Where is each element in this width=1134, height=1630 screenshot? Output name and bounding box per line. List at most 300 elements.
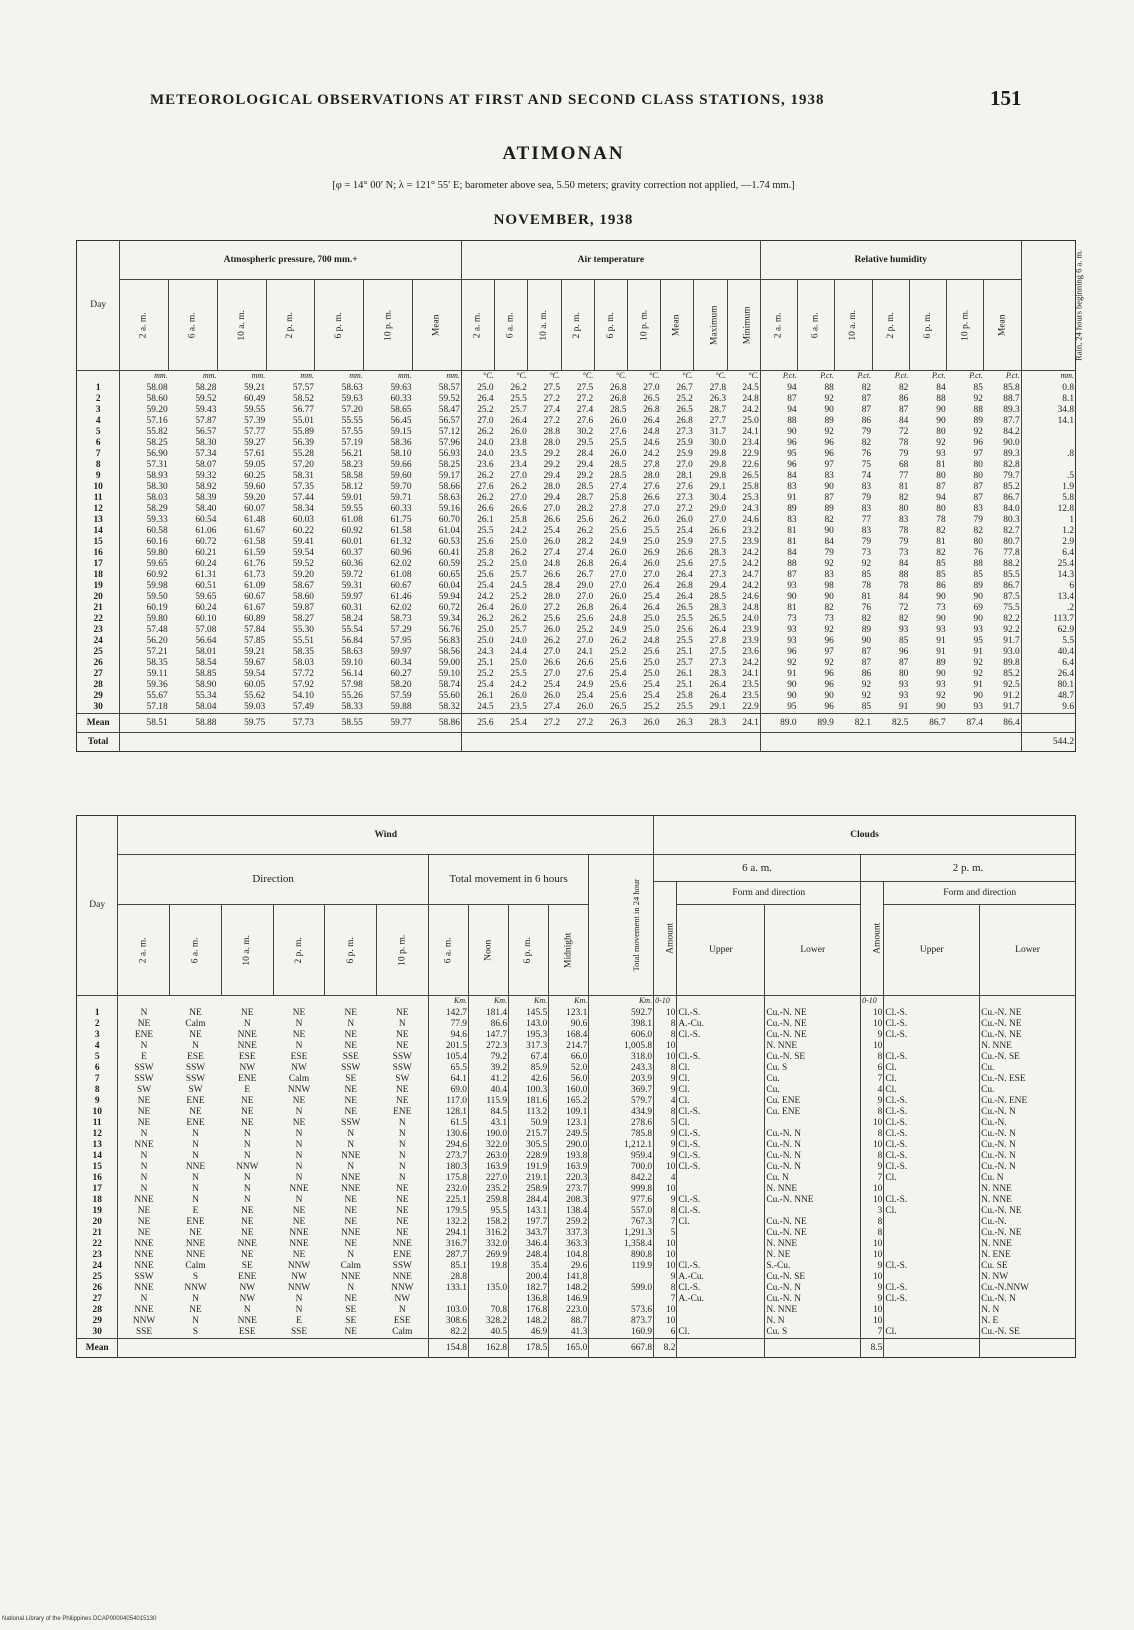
table-row [77, 471, 1076, 482]
cloud-upper-2pm [884, 1239, 980, 1250]
cloud-amount-2pm: 10 [861, 1184, 884, 1195]
pressure-temperature-humidity-table [76, 240, 1083, 752]
humidity-value: 87 [898, 405, 909, 415]
wind-direction-value: NE [241, 1250, 254, 1260]
pressure-value: 59.17 [438, 471, 460, 481]
rain-value: 5.5 [1021, 636, 1075, 647]
day-number: 9 [94, 1096, 100, 1106]
day-number: 4 [95, 416, 101, 426]
rh-unit: P.ct. [894, 371, 909, 380]
pressure-value: 60.67 [244, 592, 266, 602]
pressure-value: 61.08 [390, 570, 412, 580]
humidity-value: 93 [936, 449, 946, 459]
pressure-value: 58.01 [195, 647, 217, 657]
air-temp-value: 26.9 [643, 548, 660, 558]
wind-movement-value: 168.4 [549, 1030, 589, 1041]
direction-col-header: 6 p. m. [325, 905, 377, 996]
wind-direction-value: ESE [238, 1052, 256, 1062]
cloud-lower-6am: Cu.-N. N [765, 1151, 861, 1162]
cloud-lower-2pm: Cu.-N. SE [980, 1327, 1076, 1339]
pressure-value: 55.51 [292, 636, 314, 646]
wind-direction-value: N [295, 1294, 303, 1304]
wind-direction-value: NE [118, 1019, 170, 1030]
pressure-value: 55.89 [292, 427, 314, 437]
air-temp-value: 23.4 [742, 438, 759, 448]
air-temp-value: 25.4 [676, 526, 693, 536]
humidity-value: 92.5 [1003, 680, 1020, 690]
wind-direction-value: N [192, 1316, 199, 1326]
humidity-value: 89 [973, 581, 983, 591]
km-unit: Km. [468, 996, 508, 1009]
wind-movement-value: 208.3 [549, 1195, 589, 1206]
direction-unit-blank [170, 996, 222, 1009]
wind-movement-value: 235.2 [468, 1184, 508, 1195]
wind-direction-value: N [295, 1019, 303, 1029]
wind-direction-value: N [192, 1151, 199, 1161]
cloud-upper-2pm: Cl.-S. [884, 1052, 980, 1063]
pressure-unit: mm. [202, 371, 217, 380]
wind-direction-value: N [398, 1151, 406, 1161]
wind-movement-value: 86.6 [468, 1019, 508, 1030]
air-temp-value: 25.5 [676, 636, 693, 646]
wind-direction-value: NE [189, 1107, 202, 1117]
pressure-value: 61.75 [390, 515, 412, 525]
air-temp-value: 27.0 [610, 570, 627, 580]
wind-direction-value: E [118, 1052, 170, 1063]
air-temp-value: 26.4 [709, 691, 727, 701]
pressure-value: 59.55 [341, 504, 363, 514]
air-temp-value: 26.4 [461, 394, 494, 405]
wind-direction-value: NNE [289, 1239, 309, 1249]
humidity-value: 92 [824, 658, 834, 668]
air-temp-value: 28.5 [610, 471, 627, 481]
cloud-lower-6am: S.-Cu. [765, 1261, 861, 1272]
cloud-upper-6am: A.-Cu. [677, 1294, 765, 1305]
cloud-lower-2pm: N. NNE [980, 1184, 1076, 1195]
wind-direction-value: Calm [185, 1019, 206, 1029]
wind-movement-value: 165.2 [549, 1096, 589, 1107]
pressure-value: 60.16 [120, 537, 169, 548]
total-blank [627, 733, 660, 752]
table-row [77, 1162, 1076, 1173]
air-temp-value: 28.4 [543, 581, 560, 591]
total-blank [835, 733, 872, 752]
pressure-value: 59.34 [438, 614, 460, 624]
air-temp-value: 27.7 [709, 416, 727, 426]
air-temp-value: 25.1 [676, 647, 693, 657]
rain-value: 113.7 [1021, 614, 1075, 625]
total-blank [364, 733, 413, 752]
air-temp-value: 24.4 [510, 647, 527, 657]
pressure-value: 60.70 [438, 515, 460, 525]
humidity-value: 73 [824, 614, 834, 624]
humidity-value: 88 [973, 559, 983, 569]
pressure-value: 60.04 [438, 581, 460, 591]
wind-movement-value: 305.5 [509, 1140, 549, 1151]
humidity-value: 80 [936, 471, 946, 481]
air-temp-value: 25.8 [742, 482, 759, 492]
total-blank [461, 733, 494, 752]
air-temp-value: 27.4 [610, 482, 627, 492]
humidity-value: 89 [973, 416, 983, 426]
air-temp-value: 25.7 [676, 658, 693, 668]
cloud-lower-6am: Cu. [765, 1074, 861, 1085]
wind-direction-value: NNE [289, 1184, 309, 1194]
air-temp-value: 26.6 [709, 526, 727, 536]
wind-direction-value: ENE [186, 1217, 205, 1227]
humidity-value: 78 [898, 526, 909, 536]
pressure-value: 59.31 [341, 581, 363, 591]
air-temp-value: 26.4 [610, 559, 627, 569]
pressure-value: 59.32 [195, 471, 217, 481]
air-temp-value: 26.0 [543, 625, 560, 635]
air-temp-value: 26.6 [543, 658, 560, 668]
pressure-value: 58.27 [292, 614, 314, 624]
air-temp-value: 28.3 [709, 603, 727, 613]
form-direction-header-6am: Form and direction [677, 882, 861, 905]
wind-direction-value: NE [344, 1294, 358, 1304]
table-row [77, 603, 1076, 614]
wind-movement-value: 873.7 [589, 1316, 654, 1327]
cloud-upper-2pm [884, 1184, 980, 1195]
pressure-value: 61.67 [244, 526, 266, 536]
upper-header-2pm: Upper [884, 905, 980, 996]
air-temp-value: 29.2 [543, 460, 560, 470]
air-temp-value: 26.6 [510, 504, 527, 514]
cloud-amount-2pm: 10 [861, 1239, 884, 1250]
wind-direction-value: NE [241, 1096, 254, 1106]
air-temp-value: 26.8 [643, 405, 660, 415]
pressure-value: 58.63 [438, 493, 460, 503]
air-temp-value: 25.6 [610, 526, 627, 536]
cloud-amount-mean-2pm: 8.5 [861, 1339, 884, 1358]
cloud-lower-2pm: Cu.-N. N [980, 1162, 1076, 1173]
pressure-value: 57.48 [120, 625, 169, 636]
humidity-value: 87 [898, 658, 909, 668]
humidity-value: 94 [936, 493, 946, 503]
humidity-value: 81 [760, 603, 797, 614]
air-temp-value: 26.8 [610, 394, 627, 404]
day-number: 6 [94, 1063, 100, 1073]
total-label: Total [77, 733, 120, 752]
clouds-group-header: Clouds [654, 816, 1076, 855]
wind-movement-value: 557.0 [589, 1206, 654, 1217]
air-temp-value: 25.8 [610, 493, 627, 503]
humidity-value: 90 [936, 416, 946, 426]
humidity-value: 76 [861, 449, 872, 459]
amount-header-6am: Amount [654, 882, 677, 996]
wind-movement-value: 337.3 [549, 1228, 589, 1239]
wind-direction-value: N [295, 1195, 303, 1205]
air-temp-value: 24.6 [643, 438, 660, 448]
cloud-lower-6am: Cu.-N. N [765, 1162, 861, 1173]
pressure-mean: 59.75 [217, 714, 266, 733]
humidity-value: 81 [760, 537, 797, 548]
air-temp-value: 24.9 [610, 537, 627, 547]
pressure-value: 59.80 [120, 614, 169, 625]
rain-value: 6 [1021, 581, 1075, 592]
wind-direction-value: NE [344, 1030, 358, 1040]
wind-direction-value: N [295, 1129, 303, 1139]
rain-value: 9.6 [1021, 702, 1075, 714]
humidity-value: 83 [861, 504, 872, 514]
air-temp-value: 24.6 [742, 515, 759, 525]
wind-direction-value: NNE [118, 1283, 170, 1294]
air-temp-value: 25.6 [576, 515, 594, 525]
pressure-value: 57.72 [292, 669, 314, 679]
air-temp-value: 25.0 [643, 669, 660, 679]
pressure-value: 59.01 [341, 493, 363, 503]
page-number: 151 [990, 86, 1022, 110]
wind-direction-value: Calm [340, 1261, 361, 1271]
air-temp-value: 24.2 [510, 526, 527, 536]
wind-movement-value: 41.3 [549, 1327, 589, 1339]
air-temp-value: 24.2 [643, 449, 660, 459]
air-temp-value: 27.8 [709, 636, 727, 646]
wind-movement-value: 248.4 [509, 1250, 549, 1261]
cloud-amount-2pm: 9 [861, 1283, 884, 1294]
air-temp-value: 27.4 [576, 405, 594, 415]
humidity-value: 87 [760, 570, 797, 581]
wind-group-header: Wind [118, 816, 654, 855]
air-unit: °C. [615, 371, 627, 380]
wind-movement-value: 56.0 [549, 1074, 589, 1085]
direction-mean-blank [273, 1339, 325, 1358]
air-temp-value: 24.2 [461, 592, 494, 603]
humidity-value: 87 [973, 482, 983, 492]
wind-direction-value: NNE [237, 1041, 257, 1051]
day-number: 19 [93, 581, 103, 591]
pressure-value: 57.61 [244, 449, 266, 459]
humidity-value: 74 [861, 471, 872, 481]
humidity-value: 93 [898, 691, 909, 701]
pressure-value: 59.16 [438, 504, 460, 514]
humidity-value: 93 [898, 680, 909, 690]
cloud-upper-6am: A.-Cu. [677, 1019, 765, 1030]
air-temp-value: 25.8 [676, 691, 693, 701]
wind-direction-value: NE [344, 1107, 358, 1117]
wind-direction-value: NE [292, 1030, 306, 1040]
cloud-amount-6am: 10 [654, 1052, 677, 1063]
humidity-value: 87 [861, 658, 872, 668]
wind-movement-value: 160.0 [549, 1085, 589, 1096]
pressure-value: 57.20 [341, 405, 363, 415]
air-temp-value: 25.6 [676, 559, 693, 569]
air-temp-value: 29.4 [576, 460, 594, 470]
running-head: METEOROLOGICAL OBSERVATIONS AT FIRST AND SECOND CLASS STATIONS, 1938 [150, 92, 825, 108]
wind-movement-value: 146.9 [549, 1294, 589, 1305]
humidity-value: 84 [824, 537, 834, 547]
table-row [77, 658, 1076, 669]
cloud-lower-2pm: Cu. [980, 1063, 1076, 1074]
rain-value: 2.9 [1021, 537, 1075, 548]
humidity-value: 96 [760, 460, 797, 471]
cloud-upper-2pm: Cl.-S. [884, 1107, 980, 1118]
wind-movement-value: 135.0 [468, 1283, 508, 1294]
pressure-value: 60.41 [438, 548, 460, 558]
wind-movement-value: 220.3 [549, 1173, 589, 1184]
air-temperature-group-header: Air temperature [461, 241, 760, 280]
day-number: 14 [93, 526, 103, 536]
humidity-value: 92 [973, 394, 983, 404]
cloud-amount-2pm: 9 [861, 1294, 884, 1305]
day-number: 20 [92, 1217, 102, 1227]
humidity-value: 85 [861, 570, 872, 580]
table-row [77, 592, 1076, 603]
air-temp-value: 23.5 [742, 691, 759, 701]
table-row [77, 1261, 1076, 1272]
table-row [77, 449, 1076, 460]
day-number: 27 [92, 1294, 102, 1304]
pressure-value: 57.16 [120, 416, 169, 427]
air-temp-value: 27.0 [510, 471, 527, 481]
air-temp-value: 26.7 [676, 383, 693, 393]
humidity-value: 96 [824, 680, 834, 690]
air-temp-value: 24.1 [576, 647, 594, 657]
wind-direction-value: SSW [185, 1074, 206, 1084]
wind-direction-value: SW [118, 1085, 170, 1096]
day-number: 22 [93, 614, 103, 624]
air-temp-value: 24.8 [543, 559, 560, 569]
movement-col-header: Noon [468, 905, 508, 996]
wind-direction-value: N [398, 1305, 406, 1315]
pressure-value: 61.58 [244, 537, 266, 547]
day-number: 25 [92, 1272, 102, 1282]
air-temp-value: 25.6 [461, 570, 494, 581]
total-blank [315, 733, 364, 752]
air-col-header: Mean [661, 280, 694, 371]
pressure-value: 61.32 [390, 537, 412, 547]
wind-direction-value: N [295, 1173, 303, 1183]
air-temp-value: 26.4 [461, 603, 494, 614]
table-row [77, 636, 1076, 647]
cloud-upper-2pm: Cl. [884, 1074, 980, 1085]
rh-unit: P.ct. [857, 371, 872, 380]
table-row [77, 1316, 1076, 1327]
wind-direction-value: N [295, 1151, 303, 1161]
pressure-value: 60.65 [438, 570, 460, 580]
air-temp-value: 27.0 [543, 669, 560, 679]
humidity-value: 84 [760, 548, 797, 559]
air-temp-value: 27.6 [461, 482, 494, 493]
wind-direction-value: NE [396, 1041, 409, 1051]
wind-movement-value: 219.1 [509, 1173, 549, 1184]
wind-direction-value: SSW [118, 1063, 170, 1074]
air-temp-value: 28.7 [709, 405, 727, 415]
humidity-value: 78 [861, 581, 872, 591]
km-unit: Km. [549, 996, 589, 1009]
cloud-lower-6am: Cu.-N. NE [765, 1030, 861, 1041]
cloud-lower-6am: Cu.-N. N [765, 1283, 861, 1294]
pressure-value: 55.67 [120, 691, 169, 702]
pressure-value: 57.20 [292, 460, 314, 470]
air-temp-value: 26.1 [461, 515, 494, 526]
wind-direction-value: NE [344, 1085, 358, 1095]
air-temp-value: 29.8 [709, 460, 727, 470]
air-col-header: 10 p. m. [627, 280, 660, 371]
humidity-value: 85.2 [1003, 482, 1020, 492]
air-temp-value: 27.0 [643, 570, 660, 580]
table-row [77, 1283, 1076, 1294]
movement-col-header: Midnight [549, 905, 589, 996]
air-temp-value: 25.1 [676, 680, 693, 690]
pressure-value: 58.57 [438, 383, 460, 393]
humidity-value: 92 [973, 669, 983, 679]
cloud-amount-2pm: 7 [861, 1327, 884, 1339]
air-temp-value: 25.0 [461, 636, 494, 647]
humidity-value: 80.7 [1003, 537, 1020, 547]
cloud-upper-6am: Cl. [677, 1118, 765, 1129]
table-row [77, 614, 1076, 625]
pressure-value: 57.95 [390, 636, 412, 646]
cloud-amount-2pm: 10 [861, 1195, 884, 1206]
air-temp-value: 29.0 [709, 504, 727, 514]
table-row [77, 438, 1076, 449]
cloud-upper-2pm [884, 1041, 980, 1052]
cloud-lower-2pm: Cu.-N. N [980, 1129, 1076, 1140]
wind-movement-value: 573.6 [589, 1305, 654, 1316]
cloud-amount-2pm: 10 [861, 1140, 884, 1151]
air-temp-value: 27.8 [709, 383, 727, 393]
cloud-amount-6am: 4 [654, 1173, 677, 1184]
air-mean: 26.3 [661, 714, 694, 733]
cloud-lower-2pm: Cu. SE [980, 1261, 1076, 1272]
wind-movement-value: 223.0 [549, 1305, 589, 1316]
air-temp-value: 28.4 [576, 449, 594, 459]
humidity-value: 85 [936, 570, 946, 580]
cloud-amount-2pm: 7 [861, 1173, 884, 1184]
pressure-value: 55.55 [341, 416, 363, 426]
humidity-value: 77 [898, 471, 909, 481]
wind-movement-value: 182.7 [509, 1283, 549, 1294]
pressure-value: 56.93 [438, 449, 460, 459]
air-temp-value: 29.5 [576, 438, 594, 448]
wind-movement-value: 160.9 [589, 1327, 654, 1339]
wind-movement-value: 136.8 [509, 1294, 549, 1305]
humidity-value: 93 [936, 680, 946, 690]
cloud-upper-6am [677, 1184, 765, 1195]
humidity-value: 75 [861, 460, 872, 470]
air-temp-value: 27.6 [576, 669, 594, 679]
pressure-value: 57.96 [438, 438, 460, 448]
wind-movement-value: 259.2 [549, 1217, 589, 1228]
pressure-value: 58.03 [292, 658, 314, 668]
table-row [77, 1041, 1076, 1052]
air-temp-value: 25.5 [610, 438, 627, 448]
rain-value: 1.9 [1021, 482, 1075, 493]
pressure-value: 59.54 [292, 548, 314, 558]
air-temp-value: 27.4 [576, 548, 594, 558]
air-temp-value: 27.2 [543, 394, 560, 404]
air-unit: °C. [748, 371, 759, 380]
wind-direction-value: N [118, 1294, 170, 1305]
humidity-value: 90 [824, 526, 834, 536]
wind-movement-value: 1,291.3 [589, 1228, 654, 1239]
cloud-amount-2pm: 9 [861, 1162, 884, 1173]
air-temp-value: 24.2 [510, 680, 527, 690]
cloud-lower-6am [765, 1206, 861, 1217]
humidity-mean: 86.4 [984, 714, 1021, 733]
day-number: 19 [92, 1206, 102, 1216]
humidity-value: 80 [973, 471, 983, 481]
air-temp-value: 27.0 [709, 515, 727, 525]
cloud-upper-6am: Cl. [677, 1085, 765, 1096]
wind-direction-value: NE [396, 1096, 409, 1106]
humidity-value: 88.2 [1003, 559, 1020, 569]
pressure-col-header: 6 a. m. [169, 280, 218, 371]
cloud-lower-6am: Cu.-N. SE [765, 1052, 861, 1063]
air-temp-value: 26.8 [676, 416, 693, 426]
